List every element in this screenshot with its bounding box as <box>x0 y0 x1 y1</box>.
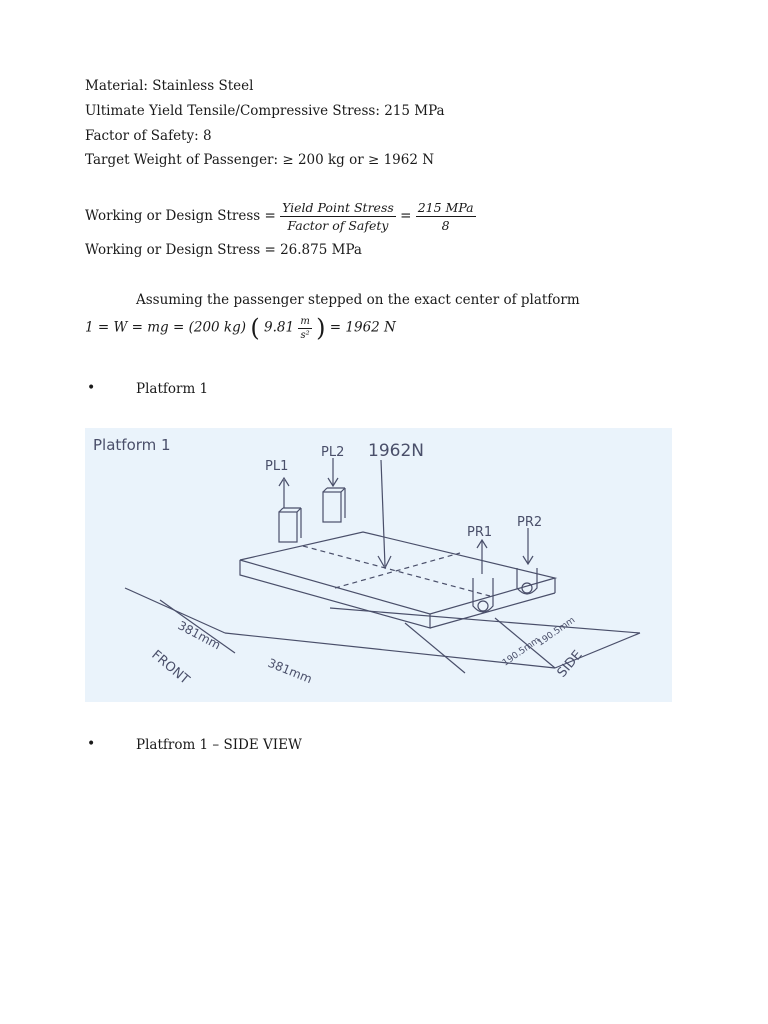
pr1-label: PR1 <box>467 525 493 540</box>
platform-sketch-image <box>85 428 672 702</box>
side-dimension-1: 190.5mm <box>500 635 543 669</box>
side-dimension-2: 190.5mm <box>535 615 578 649</box>
pr2-label: PR2 <box>517 515 543 530</box>
equals-sign: = <box>400 208 412 224</box>
unit-numerator: m <box>300 315 310 327</box>
design-stress-equation <box>85 200 476 233</box>
platform1-heading: Platform 1 <box>136 381 209 397</box>
sketch-title: Platform 1 <box>93 436 171 454</box>
fraction-denominator: Factor of Safety <box>287 218 389 233</box>
bullet-dot: • <box>87 380 96 396</box>
gravity-unit-fraction <box>298 316 311 341</box>
front-dimension-2: 381mm <box>265 655 315 687</box>
pl1-label: PL1 <box>265 459 289 474</box>
material-line: Material: Stainless Steel <box>85 78 254 94</box>
weight-lhs: 1 = W = mg = (200 kg) <box>85 319 247 336</box>
design-stress-lhs: Working or Design Stress = <box>85 208 276 224</box>
fraction-denominator: 8 <box>441 218 450 233</box>
unit-denominator: s² <box>300 329 310 341</box>
side-view-heading: Platfrom 1 – SIDE VIEW <box>136 737 302 753</box>
assumption-text: Assuming the passenger stepped on the exact center of platform <box>136 292 580 308</box>
weight-rhs: = 1962 N <box>329 319 396 336</box>
stress-line: Ultimate Yield Tensile/Compressive Stress: 215 MPa <box>85 103 445 119</box>
force-label: 1962N <box>368 441 424 461</box>
front-label: FRONT <box>148 647 193 688</box>
design-stress-result: Working or Design Stress = 26.875 MPa <box>85 242 362 258</box>
fraction-numerator: Yield Point Stress <box>282 200 394 215</box>
factor-of-safety-line: Factor of Safety: 8 <box>85 128 212 144</box>
bullet-dot: • <box>87 736 96 752</box>
side-label: SIDE <box>554 647 586 681</box>
pl2-label: PL2 <box>321 445 345 460</box>
value-fraction <box>416 200 476 233</box>
gravity-value: 9.81 <box>263 319 295 336</box>
fraction-numerator: 215 MPa <box>417 200 474 215</box>
front-dimension-1: 381mm <box>175 618 224 653</box>
yield-over-fos-fraction <box>280 200 396 233</box>
target-weight-line: Target Weight of Passenger: ≥ 200 kg or ≥ 1962 N <box>85 152 435 168</box>
weight-equation: 1 = W = mg = (200 kg) ( 9.81 $\frac{m}{\text{s²}}$ ) = 1962 N <box>85 314 396 342</box>
